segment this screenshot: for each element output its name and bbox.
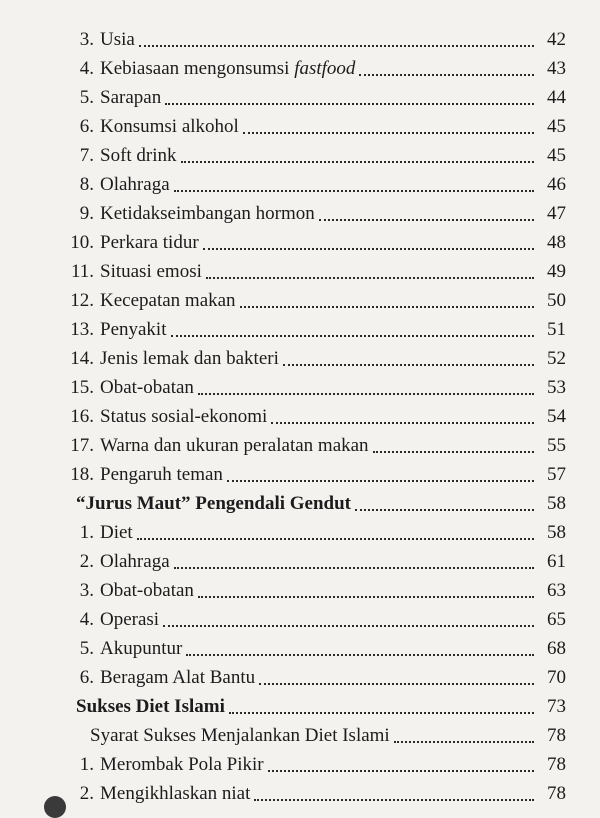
entry-page: 65 xyxy=(547,609,566,630)
entry-page: 78 xyxy=(547,754,566,775)
entry-page: 78 xyxy=(547,783,566,804)
entry-number: 3. xyxy=(79,580,94,601)
toc-entry xyxy=(60,225,566,254)
dot-leader xyxy=(283,348,534,366)
entry-label: Diet xyxy=(100,522,133,543)
entry-number: 5. xyxy=(79,638,94,659)
entry-label: Mengikhlaskan niat xyxy=(100,783,251,804)
dot-leader xyxy=(240,290,534,308)
entry-label: Usia xyxy=(100,29,135,50)
toc-entry xyxy=(60,544,566,573)
entry-number: 1. xyxy=(79,522,94,543)
entry-label: Olahraga xyxy=(100,174,170,195)
entry-label: Kecepatan makan xyxy=(100,290,236,311)
entry-number: 6. xyxy=(79,116,94,137)
dot-leader xyxy=(165,87,534,105)
entry-label: Merombak Pola Pikir xyxy=(100,754,264,775)
toc-entry xyxy=(60,747,566,776)
entry-label: Pengaruh teman xyxy=(100,464,223,485)
entry-number: 9. xyxy=(79,203,94,224)
entry-label: Warna dan ukuran peralatan makan xyxy=(100,435,369,456)
toc-entry xyxy=(60,660,566,689)
dot-leader xyxy=(227,464,534,482)
toc-entry xyxy=(60,515,566,544)
toc-entry xyxy=(60,138,566,167)
entry-label: Olahraga xyxy=(100,551,170,572)
dot-leader xyxy=(181,145,534,163)
dot-leader xyxy=(171,319,535,337)
section-page: 58 xyxy=(547,493,566,514)
page-corner-mark xyxy=(44,796,66,818)
toc-entry xyxy=(60,283,566,312)
dot-leader xyxy=(174,551,534,569)
entry-number: 17. xyxy=(70,435,94,456)
dot-leader xyxy=(373,435,534,453)
dot-leader xyxy=(271,406,534,424)
entry-label: Syarat Sukses Menjalankan Diet Islami xyxy=(90,725,390,746)
entry-page: 45 xyxy=(547,116,566,137)
toc-entry xyxy=(60,573,566,602)
dot-leader xyxy=(198,377,534,395)
entry-page: 42 xyxy=(547,29,566,50)
entry-page: 46 xyxy=(547,174,566,195)
toc-entry xyxy=(60,312,566,341)
toc-entry xyxy=(60,457,566,486)
dot-leader xyxy=(243,116,534,134)
entry-page: 45 xyxy=(547,145,566,166)
dot-leader xyxy=(186,638,534,656)
entry-page: 55 xyxy=(547,435,566,456)
entry-number: 5. xyxy=(79,87,94,108)
entry-label: Perkara tidur xyxy=(100,232,199,253)
entry-number: 13. xyxy=(70,319,94,340)
toc-section-heading xyxy=(76,486,566,515)
entry-page: 51 xyxy=(547,319,566,340)
entry-number: 10. xyxy=(70,232,94,253)
toc-entry xyxy=(90,718,566,747)
entry-label-text: Kebiasaan mengonsumsi xyxy=(100,58,290,79)
dot-leader xyxy=(163,609,534,627)
entry-page: 47 xyxy=(547,203,566,224)
entry-number: 14. xyxy=(70,348,94,369)
dot-leader xyxy=(268,754,534,772)
entry-page: 43 xyxy=(547,58,566,79)
entry-label: Soft drink xyxy=(100,145,177,166)
entry-label-italic: fastfood xyxy=(294,58,356,79)
entry-label xyxy=(100,58,355,80)
toc-entry xyxy=(60,341,566,370)
toc-entry xyxy=(60,428,566,457)
toc-entry xyxy=(60,254,566,283)
entry-page: 57 xyxy=(547,464,566,485)
entry-label: Status sosial-ekonomi xyxy=(100,406,268,427)
entry-label: Ketidakseimbangan hormon xyxy=(100,203,315,224)
toc-section-heading xyxy=(76,689,566,718)
entry-number: 7. xyxy=(79,145,94,166)
entry-number: 4. xyxy=(79,58,94,79)
entry-number: 15. xyxy=(70,377,94,398)
toc-entry xyxy=(60,167,566,196)
entry-number: 11. xyxy=(70,261,94,282)
entry-page: 48 xyxy=(547,232,566,253)
dot-leader xyxy=(139,29,534,47)
entry-label: Obat-obatan xyxy=(100,377,194,398)
entry-label: Konsumsi alkohol xyxy=(100,116,239,137)
entry-page: 61 xyxy=(547,551,566,572)
entry-number: 6. xyxy=(79,667,94,688)
toc-entry xyxy=(60,399,566,428)
toc-entry xyxy=(60,776,566,805)
entry-label: Operasi xyxy=(100,609,160,630)
toc-entry xyxy=(60,109,566,138)
entry-label: Penyakit xyxy=(100,319,167,340)
entry-page: 49 xyxy=(547,261,566,282)
toc-entry xyxy=(60,22,566,51)
toc-entry xyxy=(60,602,566,631)
entry-number: 16. xyxy=(70,406,94,427)
dot-leader xyxy=(229,696,534,714)
dot-leader xyxy=(394,725,534,743)
entry-page: 53 xyxy=(547,377,566,398)
toc-entry xyxy=(60,631,566,660)
entry-page: 50 xyxy=(547,290,566,311)
entry-page: 58 xyxy=(547,522,566,543)
entry-label: Sarapan xyxy=(100,87,162,108)
entry-label: Beragam Alat Bantu xyxy=(100,667,256,688)
entry-number: 8. xyxy=(79,174,94,195)
dot-leader xyxy=(198,580,534,598)
dot-leader xyxy=(359,58,534,76)
toc-entry xyxy=(60,370,566,399)
dot-leader xyxy=(254,783,534,801)
entry-page: 68 xyxy=(547,638,566,659)
entry-number: 3. xyxy=(79,29,94,50)
entry-number: 1. xyxy=(79,754,94,775)
entry-page: 44 xyxy=(547,87,566,108)
section-title: “Jurus Maut” Pengendali Gendut xyxy=(76,493,352,514)
toc-entry xyxy=(60,80,566,109)
entry-number: 4. xyxy=(79,609,94,630)
entry-number: 18. xyxy=(70,464,94,485)
entry-page: 63 xyxy=(547,580,566,601)
entry-page: 78 xyxy=(547,725,566,746)
toc-entry xyxy=(60,196,566,225)
entry-label: Obat-obatan xyxy=(100,580,194,601)
dot-leader xyxy=(319,203,534,221)
dot-leader xyxy=(203,232,534,250)
entry-label: Situasi emosi xyxy=(100,261,202,282)
entry-label: Jenis lemak dan bakteri xyxy=(100,348,279,369)
entry-page: 70 xyxy=(547,667,566,688)
section-title: Sukses Diet Islami xyxy=(76,696,225,717)
entry-number: 12. xyxy=(70,290,94,311)
dot-leader xyxy=(206,261,534,279)
entry-page: 52 xyxy=(547,348,566,369)
entry-number: 2. xyxy=(79,783,94,804)
entry-number: 2. xyxy=(79,551,94,572)
toc-entry xyxy=(60,51,566,80)
dot-leader xyxy=(137,522,534,540)
entry-label: Akupuntur xyxy=(100,638,183,659)
dot-leader xyxy=(259,667,534,685)
dot-leader xyxy=(174,174,534,192)
entry-page: 54 xyxy=(547,406,566,427)
section-page: 73 xyxy=(547,696,566,717)
dot-leader xyxy=(355,493,534,511)
